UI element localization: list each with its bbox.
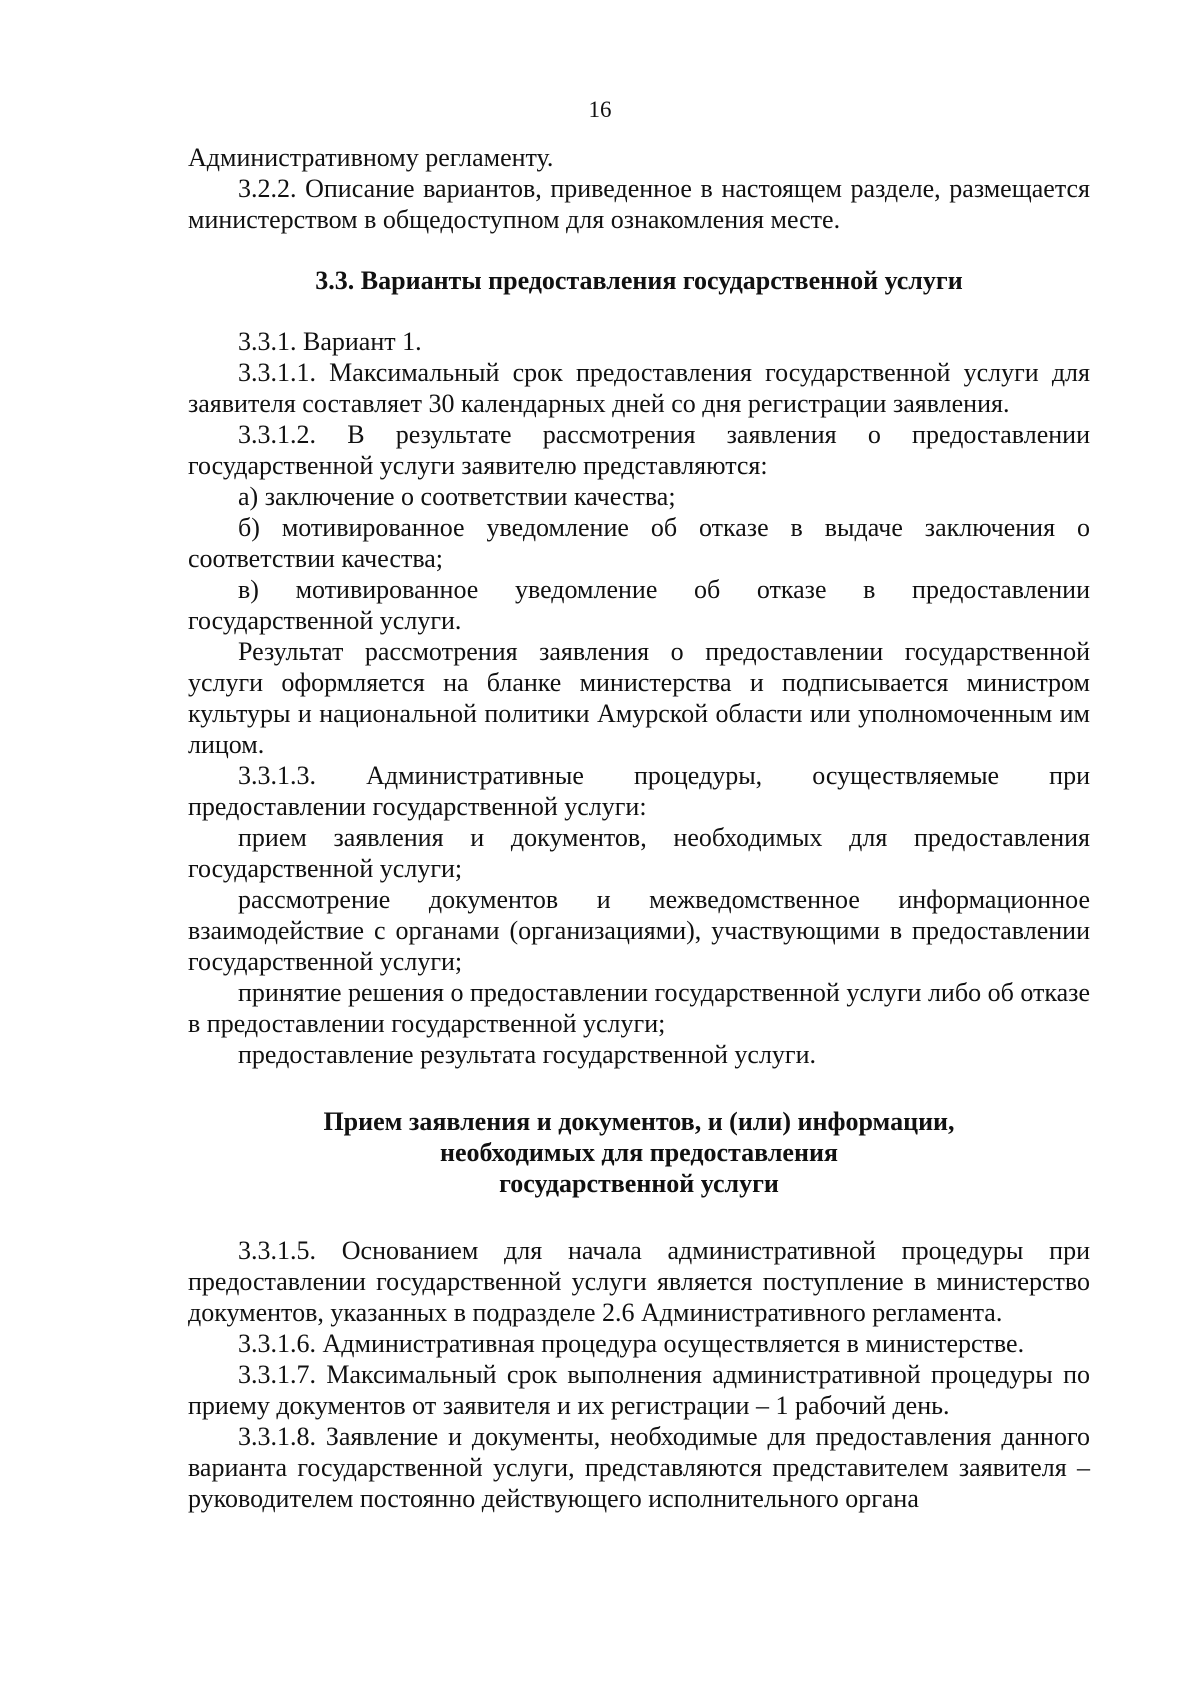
paragraph: 3.2.2. Описание вариантов, приведенное в настоящем разделе, размещается министерством в общедоступном для ознакомления месте. [188, 174, 1090, 234]
subsection-heading-line: необходимых для предоставления [439, 1138, 838, 1167]
list-item: прием заявления и документов, необходимых для предоставления государственной услуги; [188, 823, 1090, 883]
paragraph: Административному регламенту. [188, 143, 554, 172]
subsection-heading-line: Прием заявления и документов, и (или) информации, [323, 1107, 955, 1136]
paragraph: 3.3.1. Вариант 1. [238, 327, 422, 356]
subsection-heading-line: государственной услуги [499, 1169, 779, 1198]
page-number: 16 [588, 97, 612, 122]
paragraph: 3.3.1.5. Основанием для начала административной процедуры при предоставлении государственной услуги является поступление в министерство документов, указанных в подразделе 2.6 Административного регламента. [188, 1236, 1090, 1327]
subsection-heading [188, 1106, 1090, 1199]
list-item: рассмотрение документов и межведомственное информационное взаимодействие с органами (организациями), участвующими в предоставлении государственной услуги; [188, 885, 1090, 976]
paragraph: 3.3.1.3. Административные процедуры, осуществляемые при предоставлении государственной услуги: [188, 761, 1090, 821]
list-item: а) заключение о соответствии качества; [238, 482, 676, 511]
section-heading: 3.3. Варианты предоставления государственной услуги [315, 266, 963, 295]
list-item: принятие решения о предоставлении государственной услуги либо об отказе в предоставлении государственной услуги; [188, 978, 1090, 1038]
paragraph: 3.3.1.7. Максимальный срок выполнения административной процедуры по приему документов от заявителя и их регистрации – 1 рабочий день. [188, 1360, 1090, 1420]
list-item: б) мотивированное уведомление об отказе в выдаче заключения о соответствии качества; [188, 513, 1090, 573]
list-item: в) мотивированное уведомление об отказе в предоставлении государственной услуги. [188, 575, 1090, 635]
list-item: предоставление результата государственной услуги. [238, 1040, 817, 1069]
paragraph: 3.3.1.1. Максимальный срок предоставления государственной услуги для заявителя составляет 30 календарных дней со дня регистрации заявления. [188, 358, 1090, 418]
paragraph: 3.3.1.8. Заявление и документы, необходимые для предоставления данного варианта государственной услуги, представляются представителем заявителя – руководителем постоянно действующего исполнительного органа [188, 1422, 1090, 1513]
paragraph: 3.3.1.6. Административная процедура осуществляется в министерстве. [238, 1329, 1025, 1358]
paragraph: Результат рассмотрения заявления о предоставлении государственной услуги оформляется на бланке министерства и подписывается министром культуры и национальной политики Амурской области или уполномоченным им лицом. [188, 637, 1090, 759]
paragraph: 3.3.1.2. В результате рассмотрения заявления о предоставлении государственной услуги заявителю представляются: [188, 420, 1090, 480]
document-body [188, 142, 1090, 1514]
